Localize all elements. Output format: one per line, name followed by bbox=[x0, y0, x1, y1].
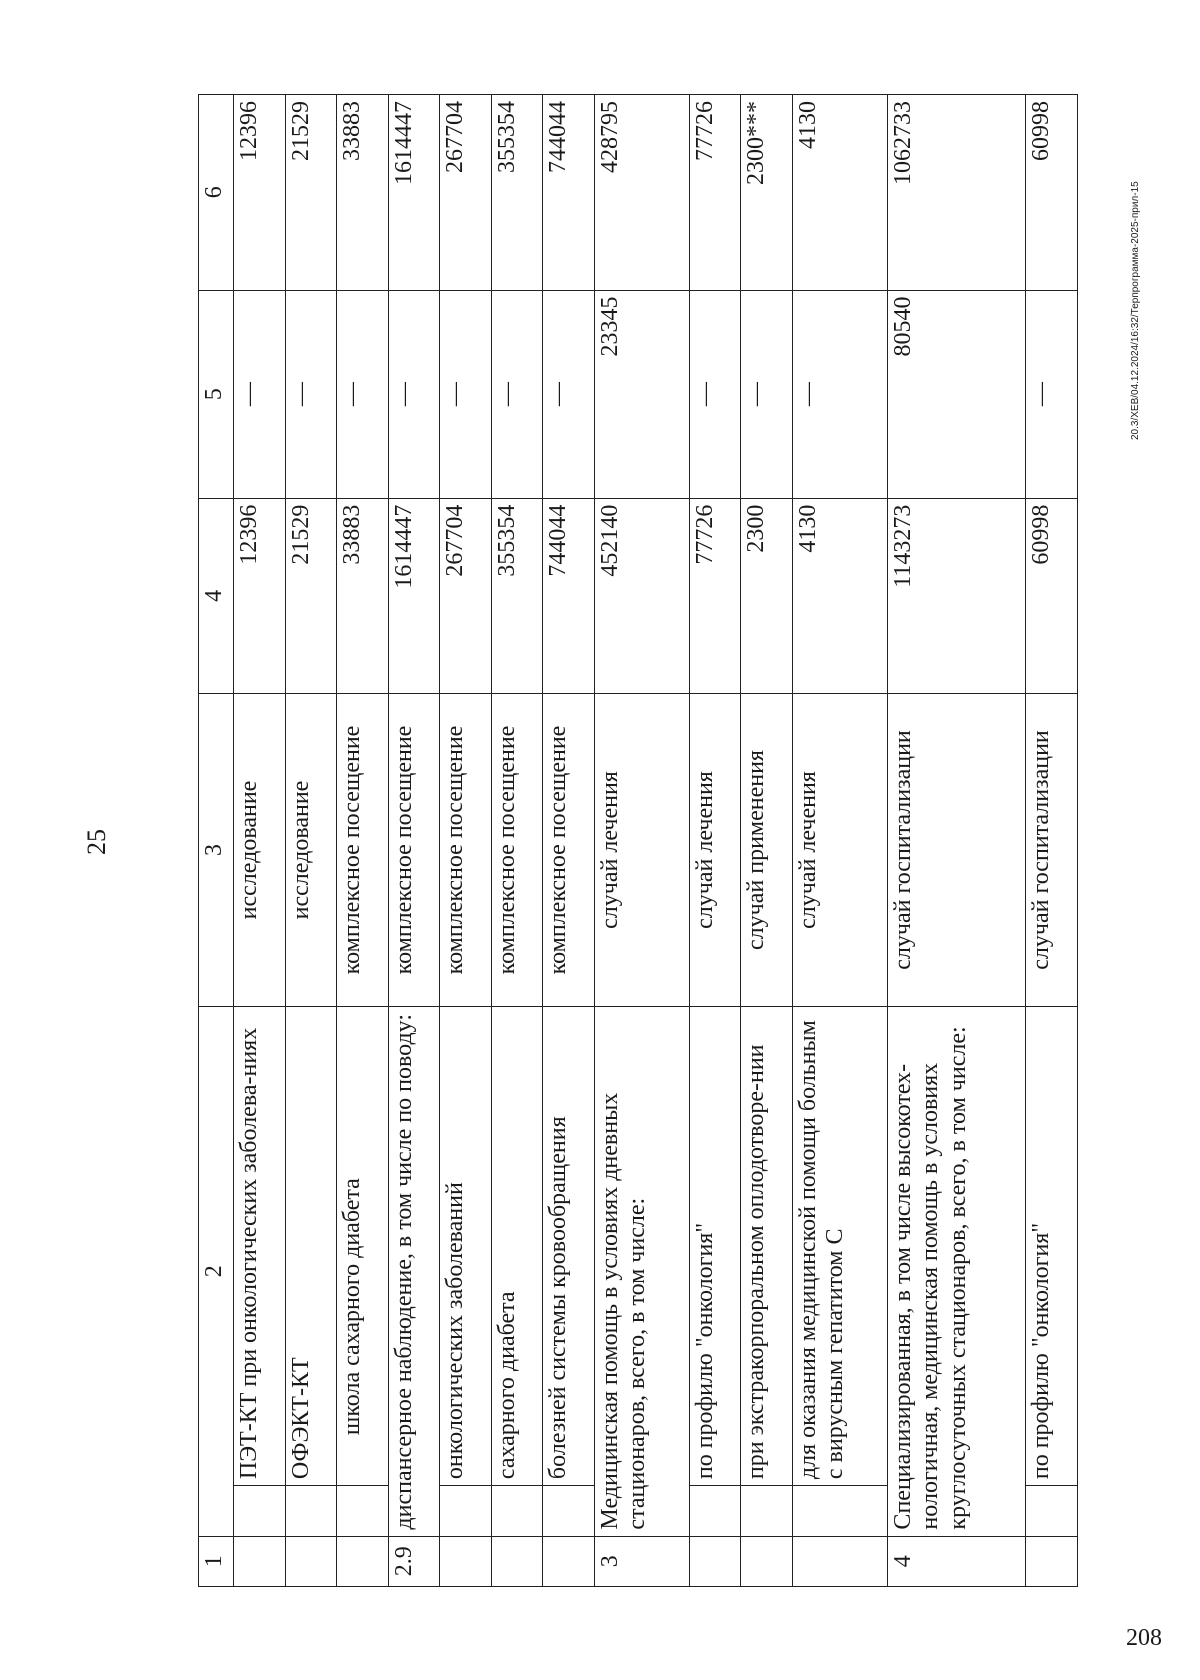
unit-cell: исследование bbox=[285, 694, 337, 1007]
indent-cell bbox=[543, 1486, 595, 1536]
page-number-top: 25 bbox=[82, 829, 111, 855]
value-cell-col6: 2300*** bbox=[741, 95, 793, 291]
unit-cell: случай лечения bbox=[594, 694, 689, 1007]
value-cell-col4: 21529 bbox=[285, 498, 337, 693]
value-cell-col6: 744044 bbox=[543, 95, 595, 291]
value-cell-col5: — bbox=[741, 290, 793, 498]
value-cell-col4: 452140 bbox=[594, 498, 689, 693]
value-cell-col6: 1614447 bbox=[388, 95, 440, 291]
value-cell-col6: 4130 bbox=[792, 95, 887, 291]
value-cell-col6: 77726 bbox=[689, 95, 741, 291]
row-number-cell bbox=[337, 1536, 389, 1586]
row-number-cell: 3 bbox=[594, 1536, 689, 1586]
value-cell-col5: — bbox=[337, 290, 389, 498]
indent-cell bbox=[285, 1486, 337, 1536]
value-cell-col4: 1614447 bbox=[388, 498, 440, 693]
table-row bbox=[594, 95, 689, 1587]
row-name-cell: Медицинская помощь в условиях дневных стационаров, всего, в том числе: bbox=[594, 1006, 689, 1536]
value-cell-col6: 1062733 bbox=[887, 95, 1026, 291]
table-row bbox=[1026, 95, 1078, 1587]
value-cell-col5: — bbox=[491, 290, 543, 498]
row-name-cell: онкологических заболеваний bbox=[440, 1006, 492, 1485]
header-cell: 6 bbox=[199, 95, 234, 291]
table-row bbox=[440, 95, 492, 1587]
indent-cell bbox=[234, 1486, 286, 1536]
indent-cell bbox=[440, 1486, 492, 1536]
row-number-cell bbox=[1026, 1536, 1078, 1586]
value-cell-col5: — bbox=[440, 290, 492, 498]
row-number-cell bbox=[440, 1536, 492, 1586]
document-stamp: 20.3/ХЕВ/04.12.2024/16:32/Терпрограмма-2025-прил-15 bbox=[1130, 181, 1141, 440]
table-row bbox=[792, 95, 887, 1587]
row-number-cell bbox=[234, 1536, 286, 1586]
value-cell-col6: 60998 bbox=[1026, 95, 1078, 291]
unit-cell: случай лечения bbox=[689, 694, 741, 1007]
row-number-cell bbox=[491, 1536, 543, 1586]
value-cell-col4: 355354 bbox=[491, 498, 543, 693]
unit-cell: комплексное посещение bbox=[440, 694, 492, 1007]
row-number-cell bbox=[285, 1536, 337, 1586]
row-name-cell: сахарного диабета bbox=[491, 1006, 543, 1485]
value-cell-col4: 33883 bbox=[337, 498, 389, 693]
unit-cell: случай госпитализации bbox=[1026, 694, 1078, 1007]
value-cell-col5: — bbox=[285, 290, 337, 498]
header-cell: 3 bbox=[199, 694, 234, 1007]
unit-cell: комплексное посещение bbox=[543, 694, 595, 1007]
row-name-cell: для оказания медицинской помощи больным с вирусным гепатитом С bbox=[792, 1006, 887, 1485]
value-cell-col6: 355354 bbox=[491, 95, 543, 291]
table-row bbox=[491, 95, 543, 1587]
indent-cell bbox=[337, 1486, 389, 1536]
row-name-cell: Специализированная, в том числе высокотех-нологичная, медицинская помощь в условиях круглосуточных стационаров, всего, в том числе: bbox=[887, 1006, 1026, 1536]
header-cell: 2 bbox=[199, 1006, 234, 1536]
table-row bbox=[887, 95, 1026, 1587]
value-cell-col6: 33883 bbox=[337, 95, 389, 291]
table-row bbox=[388, 95, 440, 1587]
unit-cell: исследование bbox=[234, 694, 286, 1007]
data-table bbox=[198, 94, 1078, 1587]
unit-cell: комплексное посещение bbox=[491, 694, 543, 1007]
value-cell-col6: 267704 bbox=[440, 95, 492, 291]
value-cell-col5: — bbox=[543, 290, 595, 498]
row-number-cell bbox=[543, 1536, 595, 1586]
row-name-cell: при экстракорпоральном оплодотворе-нии bbox=[741, 1006, 793, 1485]
row-name-cell: по профилю "онкология" bbox=[689, 1006, 741, 1485]
header-cell: 4 bbox=[199, 498, 234, 693]
row-number-cell bbox=[689, 1536, 741, 1586]
value-cell-col6: 21529 bbox=[285, 95, 337, 291]
value-cell-col5: — bbox=[792, 290, 887, 498]
value-cell-col5: — bbox=[234, 290, 286, 498]
value-cell-col5: — bbox=[1026, 290, 1078, 498]
row-name-cell: школа сахарного диабета bbox=[337, 1006, 389, 1485]
unit-cell: случай лечения bbox=[792, 694, 887, 1007]
table-row bbox=[543, 95, 595, 1587]
header-cell: 5 bbox=[199, 290, 234, 498]
value-cell-col4: 4130 bbox=[792, 498, 887, 693]
value-cell-col6: 12396 bbox=[234, 95, 286, 291]
value-cell-col5: 80540 bbox=[887, 290, 1026, 498]
value-cell-col4: 1143273 bbox=[887, 498, 1026, 693]
unit-cell: случай применения bbox=[741, 694, 793, 1007]
row-number-cell bbox=[792, 1536, 887, 1586]
value-cell-col4: 12396 bbox=[234, 498, 286, 693]
table-row bbox=[337, 95, 389, 1587]
table-row bbox=[234, 95, 286, 1587]
row-name-cell: болезней системы кровообращения bbox=[543, 1006, 595, 1485]
row-number-cell: 4 bbox=[887, 1536, 1026, 1586]
row-name-cell: ОФЭКТ-КТ bbox=[285, 1006, 337, 1485]
indent-cell bbox=[1026, 1486, 1078, 1536]
table-row bbox=[285, 95, 337, 1587]
table-row bbox=[689, 95, 741, 1587]
row-name-cell: ПЭТ-КТ при онкологических заболева-ниях bbox=[234, 1006, 286, 1485]
page-number-bottom: 208 bbox=[1126, 1625, 1162, 1651]
indent-cell bbox=[741, 1486, 793, 1536]
row-name-cell: по профилю "онкология" bbox=[1026, 1006, 1078, 1485]
value-cell-col4: 77726 bbox=[689, 498, 741, 693]
unit-cell: случай госпитализации bbox=[887, 694, 1026, 1007]
unit-cell: комплексное посещение bbox=[388, 694, 440, 1007]
value-cell-col5: — bbox=[388, 290, 440, 498]
indent-cell bbox=[792, 1486, 887, 1536]
value-cell-col6: 428795 bbox=[594, 95, 689, 291]
value-cell-col4: 744044 bbox=[543, 498, 595, 693]
value-cell-col4: 60998 bbox=[1026, 498, 1078, 693]
row-number-cell: 2.9 bbox=[388, 1536, 440, 1586]
row-number-cell bbox=[741, 1536, 793, 1586]
indent-cell bbox=[689, 1486, 741, 1536]
rotated-table-container bbox=[198, 94, 1078, 1587]
table-header-row bbox=[199, 95, 234, 1587]
value-cell-col5: — bbox=[689, 290, 741, 498]
value-cell-col4: 2300 bbox=[741, 498, 793, 693]
indent-cell bbox=[491, 1486, 543, 1536]
table-row bbox=[741, 95, 793, 1587]
row-name-cell: диспансерное наблюдение, в том числе по поводу: bbox=[388, 1006, 440, 1536]
value-cell-col4: 267704 bbox=[440, 498, 492, 693]
unit-cell: комплексное посещение bbox=[337, 694, 389, 1007]
value-cell-col5: 23345 bbox=[594, 290, 689, 498]
header-cell: 1 bbox=[199, 1536, 234, 1586]
